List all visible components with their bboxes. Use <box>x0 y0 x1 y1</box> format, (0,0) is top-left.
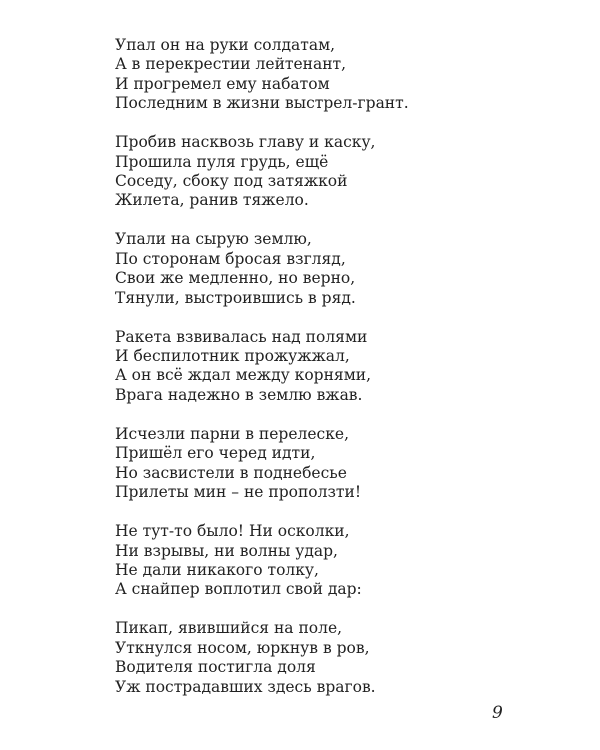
poem-line: Упали на сырую землю, <box>115 230 312 249</box>
poem-line: А он всё ждал между корнями, <box>115 366 372 385</box>
poem-line: Ни взрывы, ни волны удар, <box>115 541 338 560</box>
poem-line: Тянули, выстроившись в ряд. <box>115 288 356 307</box>
poem-line: А снайпер воплотил свой дар: <box>115 580 362 599</box>
stanza-1 <box>115 36 555 114</box>
poem-line: Уж пострадавших здесь врагов. <box>115 677 376 696</box>
poem-line: Прилеты мин – не проползти! <box>115 483 362 502</box>
poem-line: Последним в жизни выстрел-грант. <box>115 94 409 113</box>
poem-line: Не дали никакого толку, <box>115 560 319 579</box>
poem-line: Соседу, сбоку под затяжкой <box>115 172 348 191</box>
poem-line: Прошила пуля грудь, ещё <box>115 152 329 171</box>
poem-line: Пикап, явившийся на поле, <box>115 619 343 638</box>
poem-line: Водителя постигла доля <box>115 658 316 677</box>
poem-line: Исчезли парни в перелеске, <box>115 424 349 443</box>
stanza-7 <box>115 619 555 697</box>
stanza-6 <box>115 522 555 600</box>
stanza-5 <box>115 425 555 503</box>
poem-line: Упал он на руки солдатам, <box>115 36 336 54</box>
poem-line: Жилета, ранив тяжело. <box>115 191 309 210</box>
poem-line: Пробив насквозь главу и каску, <box>115 133 376 152</box>
poem-line: Но засвистели в поднебесье <box>115 463 347 482</box>
poem-line: Врага надежно в землю вжав. <box>115 385 363 404</box>
poem-line: И беспилотник прожужжал, <box>115 347 350 366</box>
poem-line: А в перекрестии лейтенант, <box>115 55 347 74</box>
stanza-2 <box>115 133 555 211</box>
poem-line: Ракета взвивалась над полями <box>115 327 368 346</box>
stanza-3 <box>115 230 555 308</box>
poem-text <box>115 36 555 717</box>
page-number: 9 <box>492 703 503 723</box>
poem-line: Не тут-то было! Ни осколки, <box>115 522 350 541</box>
poem-line: Уткнулся носом, юркнув в ров, <box>115 638 370 657</box>
poem-line: И прогремел ему набатом <box>115 74 330 93</box>
poem-line: По сторонам бросая взгляд, <box>115 249 346 268</box>
poem-line: Пришёл его черед идти, <box>115 444 316 463</box>
poem-line: Свои же медленно, но верно, <box>115 269 356 288</box>
stanza-4 <box>115 328 555 406</box>
